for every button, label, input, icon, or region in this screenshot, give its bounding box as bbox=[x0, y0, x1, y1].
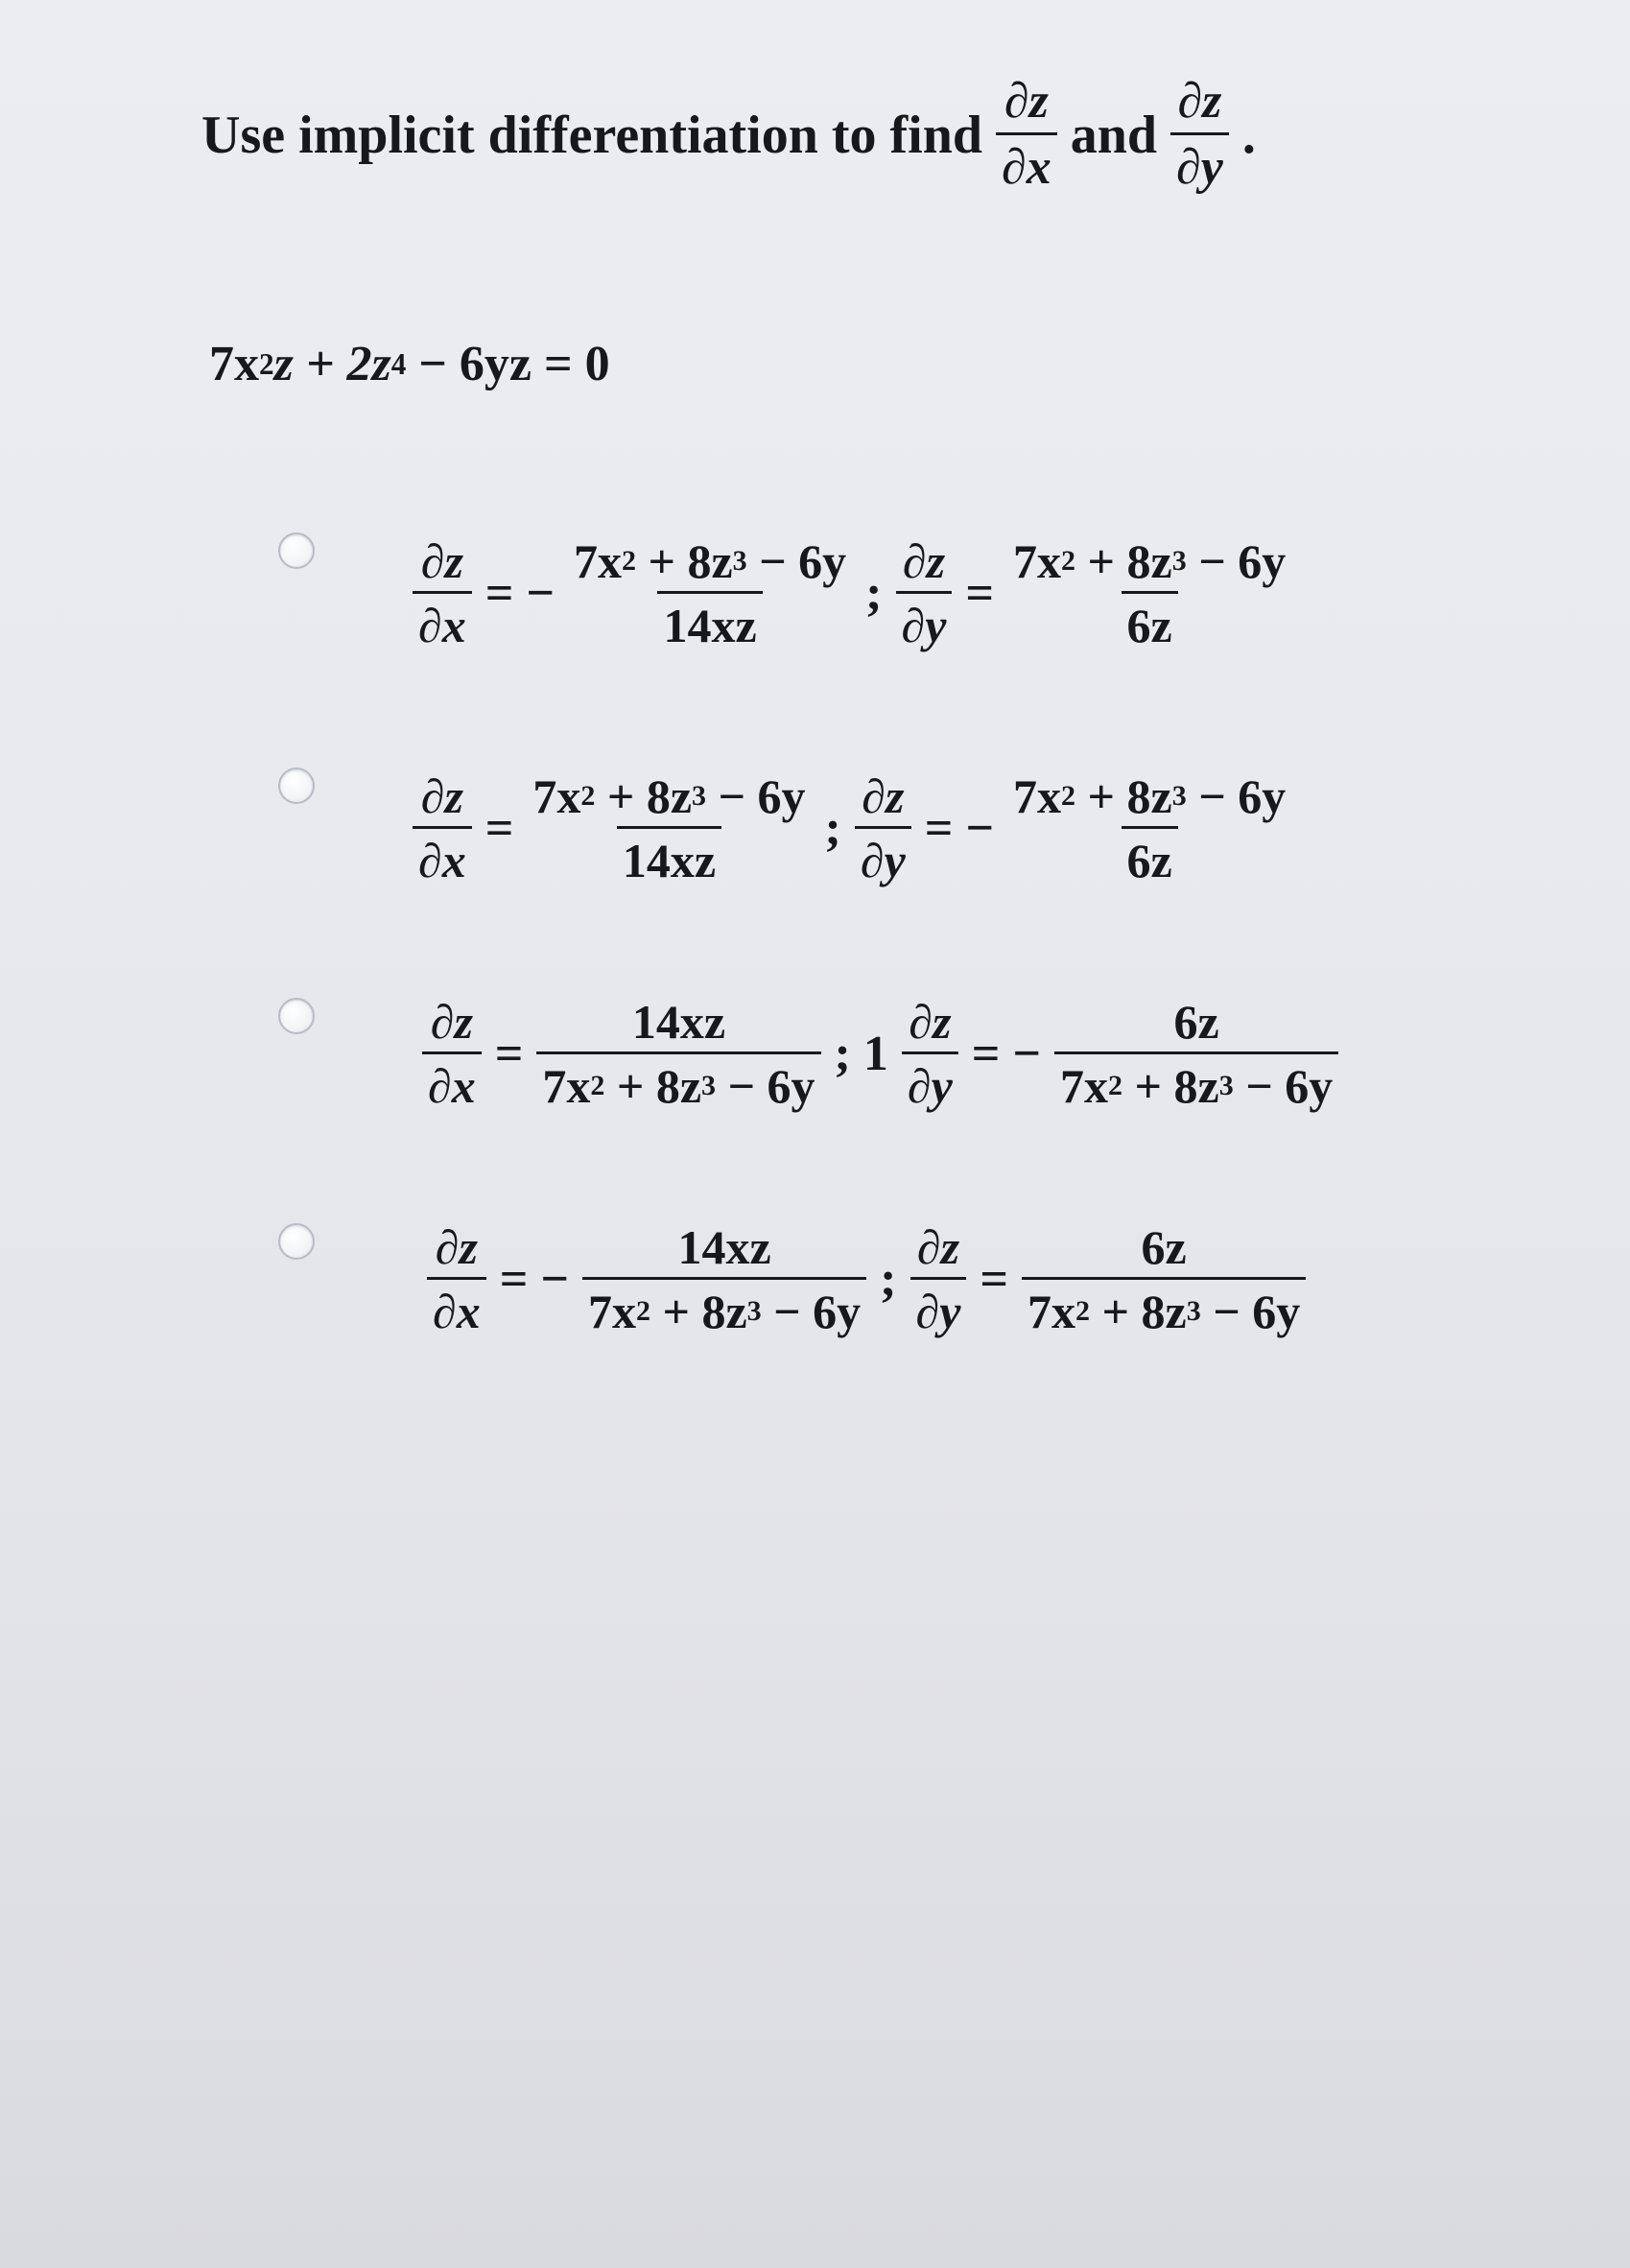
lhs2-num: ∂z bbox=[916, 1220, 960, 1274]
prompt-period: . bbox=[1241, 105, 1256, 165]
separator: ; bbox=[880, 1252, 897, 1307]
rhs2-num-a: 7x bbox=[1013, 534, 1062, 588]
lhs2-den: ∂y bbox=[910, 1277, 967, 1335]
equals-sign: = bbox=[980, 1252, 1009, 1307]
rhs2-num-b: + 8z bbox=[1075, 534, 1172, 588]
equals-sign: = − bbox=[499, 1252, 569, 1307]
eq-term-b: z + 2z bbox=[273, 337, 391, 391]
lhs2-den: ∂y bbox=[902, 1051, 958, 1110]
rhs1-num: 14xz bbox=[631, 995, 726, 1049]
rhs1-num-a: 7x bbox=[573, 534, 622, 588]
fraction-numerator: ∂z bbox=[1177, 74, 1222, 129]
option-b-expression: $\frac{\partial z}{\partial x}$ = 7x 2 + 8z 3 − 6y 14xz ; $\frac{\partial z}{\partial y}$ = − 7x 2 + 8z 3 − 6y 6z bbox=[413, 772, 1291, 885]
rhs2-den-c: − 6y bbox=[1233, 1059, 1334, 1113]
option-c-expression: $\frac{\partial z}{\partial x}$ = 14xz 7x 2 + 8z 3 − 6y ; 1 $\frac{\partial z}{\partial y}$ = − 6z 7x 2 + 8z 3 − 6y bbox=[422, 998, 1338, 1110]
lhs1-num: ∂z bbox=[420, 769, 463, 823]
lhs2-num: ∂z bbox=[909, 995, 952, 1049]
rhs2-den-b: + 8z bbox=[1122, 1059, 1219, 1113]
separator: ; 1 bbox=[834, 1027, 888, 1081]
rhs2-den-c: − 6y bbox=[1200, 1285, 1301, 1338]
rhs2-den: 6z bbox=[1122, 826, 1178, 885]
lhs1-den: ∂x bbox=[413, 591, 472, 650]
separator: ; bbox=[824, 801, 841, 856]
rhs1-den-a: 7x bbox=[542, 1059, 591, 1113]
equals-sign: = − bbox=[484, 566, 555, 621]
fraction-denominator: ∂y bbox=[1170, 132, 1229, 193]
radio-button[interactable] bbox=[278, 532, 315, 569]
lhs1-num: ∂z bbox=[435, 1220, 478, 1274]
rhs1-den-c: − 6y bbox=[716, 1059, 815, 1113]
eq-term-c: − 6yz = 0 bbox=[406, 337, 610, 391]
rhs2-num-c: − 6y bbox=[1186, 534, 1287, 588]
rhs2-num: 6z bbox=[1141, 1220, 1187, 1274]
rhs2-num-c: − 6y bbox=[1186, 769, 1287, 823]
fraction-numerator: ∂z bbox=[1004, 74, 1049, 129]
option-d-expression: $\frac{\partial z}{\partial x}$ = − 14xz 7x 2 + 8z 3 − 6y ; $\frac{\partial z}{\partial y}$ = 6z 7x 2 + 8z 3 − 6y bbox=[427, 1223, 1306, 1335]
rhs2-num-b: + 8z bbox=[1075, 769, 1172, 823]
rhs1-den-b: + 8z bbox=[650, 1285, 747, 1338]
equals-sign: = − bbox=[924, 801, 995, 856]
rhs1-den-b: + 8z bbox=[604, 1059, 702, 1113]
separator: ; bbox=[865, 566, 883, 621]
radio-button[interactable] bbox=[278, 1223, 315, 1260]
lhs1-num: ∂z bbox=[430, 995, 473, 1049]
radio-button[interactable] bbox=[278, 768, 315, 804]
question-prompt bbox=[201, 74, 1256, 195]
lhs2-den: ∂y bbox=[896, 591, 953, 650]
prompt-conjunction: and bbox=[1070, 105, 1158, 165]
rhs1-num-b: + 8z bbox=[635, 534, 733, 588]
radio-button[interactable] bbox=[278, 998, 315, 1034]
lhs1-den: ∂x bbox=[413, 826, 472, 885]
eq-term-a: 7x bbox=[209, 337, 259, 391]
lhs2-num: ∂z bbox=[902, 534, 946, 588]
rhs2-num: 6z bbox=[1173, 995, 1219, 1049]
rhs1-den: 14xz bbox=[617, 826, 721, 885]
prompt-text: Use implicit differentiation to find bbox=[201, 105, 983, 165]
rhs2-den-a: 7x bbox=[1028, 1285, 1076, 1338]
rhs2-den: 6z bbox=[1122, 591, 1178, 650]
lhs1-den: ∂x bbox=[427, 1277, 486, 1335]
rhs1-num-b: + 8z bbox=[595, 769, 693, 823]
dz-dy-fraction bbox=[1170, 74, 1229, 195]
lhs2-den: ∂y bbox=[855, 826, 911, 885]
rhs2-den-a: 7x bbox=[1060, 1059, 1109, 1113]
rhs1-den-a: 7x bbox=[587, 1285, 636, 1338]
fraction-denominator: ∂x bbox=[996, 132, 1057, 193]
equals-sign: = bbox=[494, 1027, 524, 1081]
equals-sign: = bbox=[484, 801, 514, 856]
rhs1-num-c: − 6y bbox=[706, 769, 806, 823]
equals-sign: = bbox=[965, 566, 995, 621]
rhs2-den-b: + 8z bbox=[1090, 1285, 1187, 1338]
equals-sign: = − bbox=[971, 1027, 1042, 1081]
lhs1-num: ∂z bbox=[420, 534, 463, 588]
lhs2-num: ∂z bbox=[862, 769, 905, 823]
given-equation: 7x 2 z + 2z 4 − 6yz = 0 bbox=[209, 337, 610, 391]
rhs2-num-a: 7x bbox=[1013, 769, 1062, 823]
dz-dx-fraction bbox=[996, 74, 1057, 195]
lhs1-den: ∂x bbox=[422, 1051, 482, 1110]
rhs1-num: 14xz bbox=[677, 1220, 771, 1274]
rhs1-den-c: − 6y bbox=[761, 1285, 862, 1338]
rhs1-den: 14xz bbox=[657, 591, 762, 650]
rhs1-num-a: 7x bbox=[532, 769, 581, 823]
option-a-expression: $\frac{\partial z}{\partial x}$ = − 7x 2 + 8z 3 − 6y 14xz ; $\frac{\partial z}{\partial y}$ = 7x 2 + 8z 3 − 6y 6z bbox=[413, 537, 1291, 650]
rhs1-num-c: − 6y bbox=[746, 534, 847, 588]
